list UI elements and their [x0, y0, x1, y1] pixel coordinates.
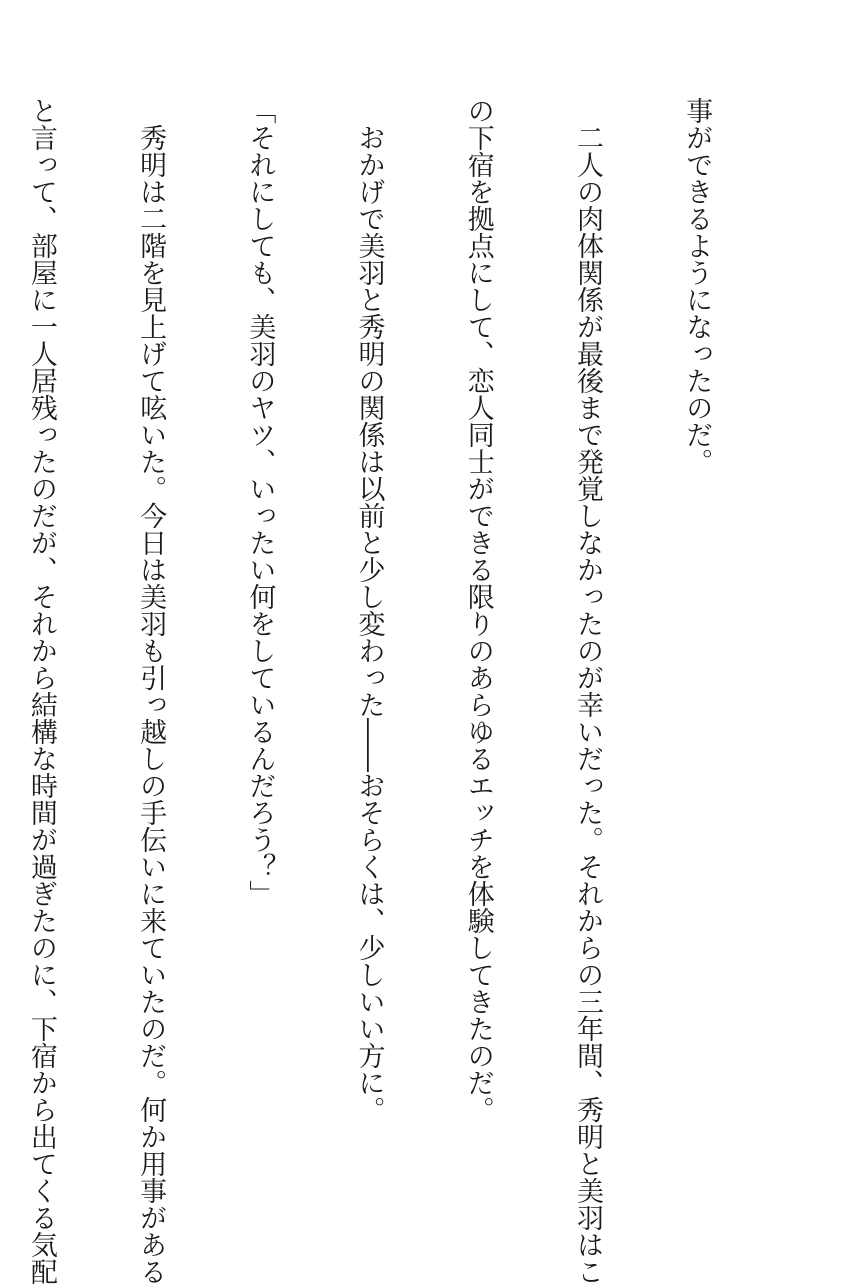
text-line: 二人の肉体関係が最後まで発覚しなかったのが幸いだった。それからの三年間、秀明と美羽はこ	[571, 97, 603, 1285]
text-line: の下宿を拠点にして、恋人同士ができる限りのあらゆるエッチを体験してきたのだ。	[462, 97, 494, 1123]
text-line: 「それにしても、美羽のヤツ、いったい何をしているんだろう？」	[244, 97, 276, 907]
vertical-text-body	[0, 97, 787, 1285]
text-line: おかげで美羽と秀明の関係は以前と少し変わった――おそらくは、少しいい方に。	[353, 97, 385, 1123]
text-line: 事ができるようになったのだ。	[681, 97, 713, 475]
text-line: と言って、部屋に一人居残ったのだが、それから結構な時間が過ぎたのに、下宿から出てくる気配	[25, 97, 57, 1285]
text-line: 秀明は二階を見上げて呟いた。今日は美羽も引っ越しの手伝いに来ていたのだ。何か用事がある	[135, 97, 167, 1285]
